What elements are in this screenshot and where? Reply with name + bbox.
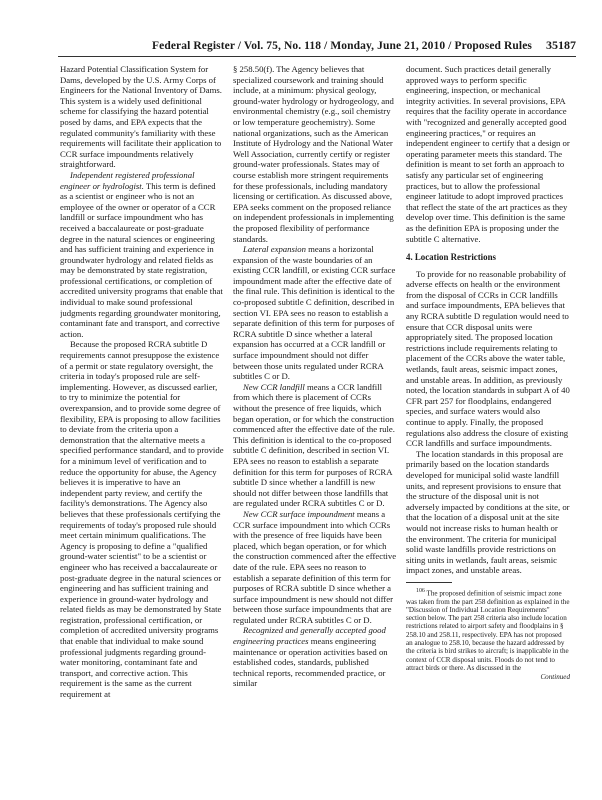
paragraph: The location standards in this proposal are primarily based on the location standards developed for municipal solid waste landfill units, and represent provisions to ensure that the structure of the disposal unit is not adversely impacted by conditions at the site, or that the location of a disposal unit at the site would not increase risks to human health or the environment. The criteria for municipal solid waste landfills provide restrictions on siting units in wetlands, fault areas, seismic impact zones, and unstable areas. [406,448,570,576]
definition-text: means a CCR landfill from which there is placement of CCRs without the presence of free liquids, which began operation, or for which the construction commenced after the effective date of the rule. This definition is identical to the co-proposed subtitle C definition, described in section VI. EPA sees no reason to establish a separate definition for this term for purposes of RCRA subtitle D since whether a landfill is new should not differ between those landfills that are regulated under RCRA subtitles C or D. [233,381,395,509]
definition-paragraph [60,170,224,340]
defined-term: New CCR landfill [243,381,305,392]
footnote-number: 106 [416,587,425,594]
definition-text: means engineering maintenance or operation activities based on established codes, standards, published technical reports, recommended practice, or similar [233,636,388,689]
definition-paragraph [233,382,397,509]
page-number: 35187 [546,38,576,52]
footnote-divider [406,582,452,583]
defined-term: New CCR surface impoundment [243,508,355,519]
definition-paragraph [233,509,397,626]
definition-text: means a horizontal expansion of the waste boundaries of an existing CCR landfill, or existing CCR surface impoundment made after the effective date of the final rule. This definition is identical to the co-proposed subtitle C definition, described in section VI. EPA sees no reason to establish a separate definition of this term for purposes of RCRA subtitle D since whether a lateral expansion has occurred at a CCR landfill or surface impoundment should not differ between those units regulated under RCRA subtitles C or D. [233,244,396,382]
paragraph: Hazard Potential Classification System for Dams, developed by the U.S. Army Corps of Engineers for the National Inventory of Dams. This system is a widely used definitional scheme for classifying the hazard potential posed by dams, and EPA expects that the regulated community's familiarity with these requirements will facilitate their application to CCR surface impoundments relatively straightforward. [60,64,222,170]
running-header [58,38,576,57]
column-2 [233,64,397,788]
footnote [406,587,570,672]
continued-label: Continued [540,673,570,682]
section-heading: 4. Location Restrictions [406,252,496,263]
column-3 [406,64,570,788]
definition-text: means a CCR surface impoundment into which CCRs with the presence of free liquids have been placed, which began operation, or for which the construction commenced after the effective date of the rule. EPA sees no reason to establish a separate definition of this term for purposes of RCRA subtitle D since whether a surface impoundment is new should not differ between those surface impoundments that are regulated under RCRA subtitles C or D. [233,508,397,625]
paragraph: Because the proposed RCRA subtitle D requirements cannot presuppose the existence of a permit or state regulatory oversight, the criteria in today's proposed rule are self-implementing. However, as discussed earlier, to try to minimize the potential for overexpansion, and to provide some degree of flexibility, EPA is proposing to allow facilities to deviate from the criteria upon a demonstration that the alternative meets a specified performance standard, and to provide for a minimum level of verification and to reduce the opportunity for abuse, the Agency believes it is imperative to have an independent party review, and certify the facility's demonstrations. The Agency also believes that these professionals certifying the requirements of today's proposed rule should meet certain minimum qualifications. The Agency is proposing to define a "qualified ground-water scientist" to be a scientist or engineer who has received a baccalaureate or post-graduate degree in the natural sciences or engineering and has sufficient training and experience in ground-water hydrology and related fields as may be demonstrated by State registration, professional certification, or completion of accredited university programs that enable that individual to make sound professional judgments regarding ground-water monitoring, contaminant fate and transport, and corrective action. This requirement is the same as the current requirement at [60,339,224,700]
paragraph: document. Such practices detail generally approved ways to perform specific engineering, inspection, or mechanical integrity activities. In several provisions, EPA requires that the facility operate in accordance with "recognized and generally accepted good engineering practices," or requires an independent engineer to certify that a design or operating parameter meets this standard. The definition is meant to set forth an approach to satisfy any particular set of engineering practices, but to allow the professional engineer latitude to adopt improved practices that reflect the state of the art practices as they develop over time. This definition is the same as the definition EPA is proposing under the subtitle C alternative. [406,64,570,244]
defined-term: Lateral expansion [243,244,306,255]
footnote-text: The proposed definition of seismic impact zone was taken from the part 258 definition as explained in the "Discussion of Individual Location Requirements" section below. The part 258 criteria also include location restrictions related to airport safety and floodplains in § 258.10 and 258.11, respectively. EPA has not proposed an analogue to 258.10, because the hazard addressed by the criteria is bird strikes to aircraft; is inapplicable in the context of CCR disposal units. Floods do not tend to attract birds or there. As discussed in the [406,589,570,672]
definition-paragraph [233,625,397,689]
definition-paragraph [233,244,397,382]
definition-text: This term is defined as a scientist or engineer who is not an employee of the owner or operator of a CCR landfill or surface impoundment who has received a baccalaureate or post-graduate degree in the natural sciences or engineering and has sufficient training and experience in groundwater hydrology and related fields as may be demonstrated by state registration, professional certifications, or completion of accredited university programs that enable that individual to make sound professional judgments regarding groundwater monitoring, contaminant fate and transport, and corrective action. [60,180,223,339]
column-1 [60,64,224,788]
paragraph: § 258.50(f). The Agency believes that specialized coursework and training should include, at a minimum: physical geology, ground-water hydrology or hydrogeology, and environmental chemistry (e.g., soil chemistry or low temperature geochemistry). Some national organizations, such as the American Institute of Hydrology and the National Water Well Association, currently certify or register ground-water professionals. States may of course establish more stringent requirements for these professionals, including mandatory licensing or certification. As discussed above, EPA seeks comment on the proposed reliance on independent professionals in implementing the proposed flexibility of performance standards. [233,64,394,244]
defined-term: Independent registered professional engineer or hydrologist. [60,169,195,191]
defined-term: Recognized and generally accepted good engineering practices [233,625,386,647]
running-head-text: Federal Register / Vol. 75, No. 118 / Monday, June 21, 2010 / Proposed Rules [152,40,532,52]
paragraph: To provide for no reasonable probability of adverse effects on health or the environment from the disposal of CCRs in CCR landfills and surface impoundments, EPA believes that any RCRA subtitle D regulation would need to ensure that CCR disposal units were appropriately sited. The proposed location restrictions include requirements relating to placement of the CCRs above the water table, wetlands, fault areas, seismic impact zones, and unstable areas. In addition, as previously noted, the location standards in subpart A of 40 CFR part 257 for floodplains, endangered species, and surface waters would also continue to apply. Finally, the proposed regulations also address the closure of existing CCR landfills and surface impoundments. [406,268,570,449]
